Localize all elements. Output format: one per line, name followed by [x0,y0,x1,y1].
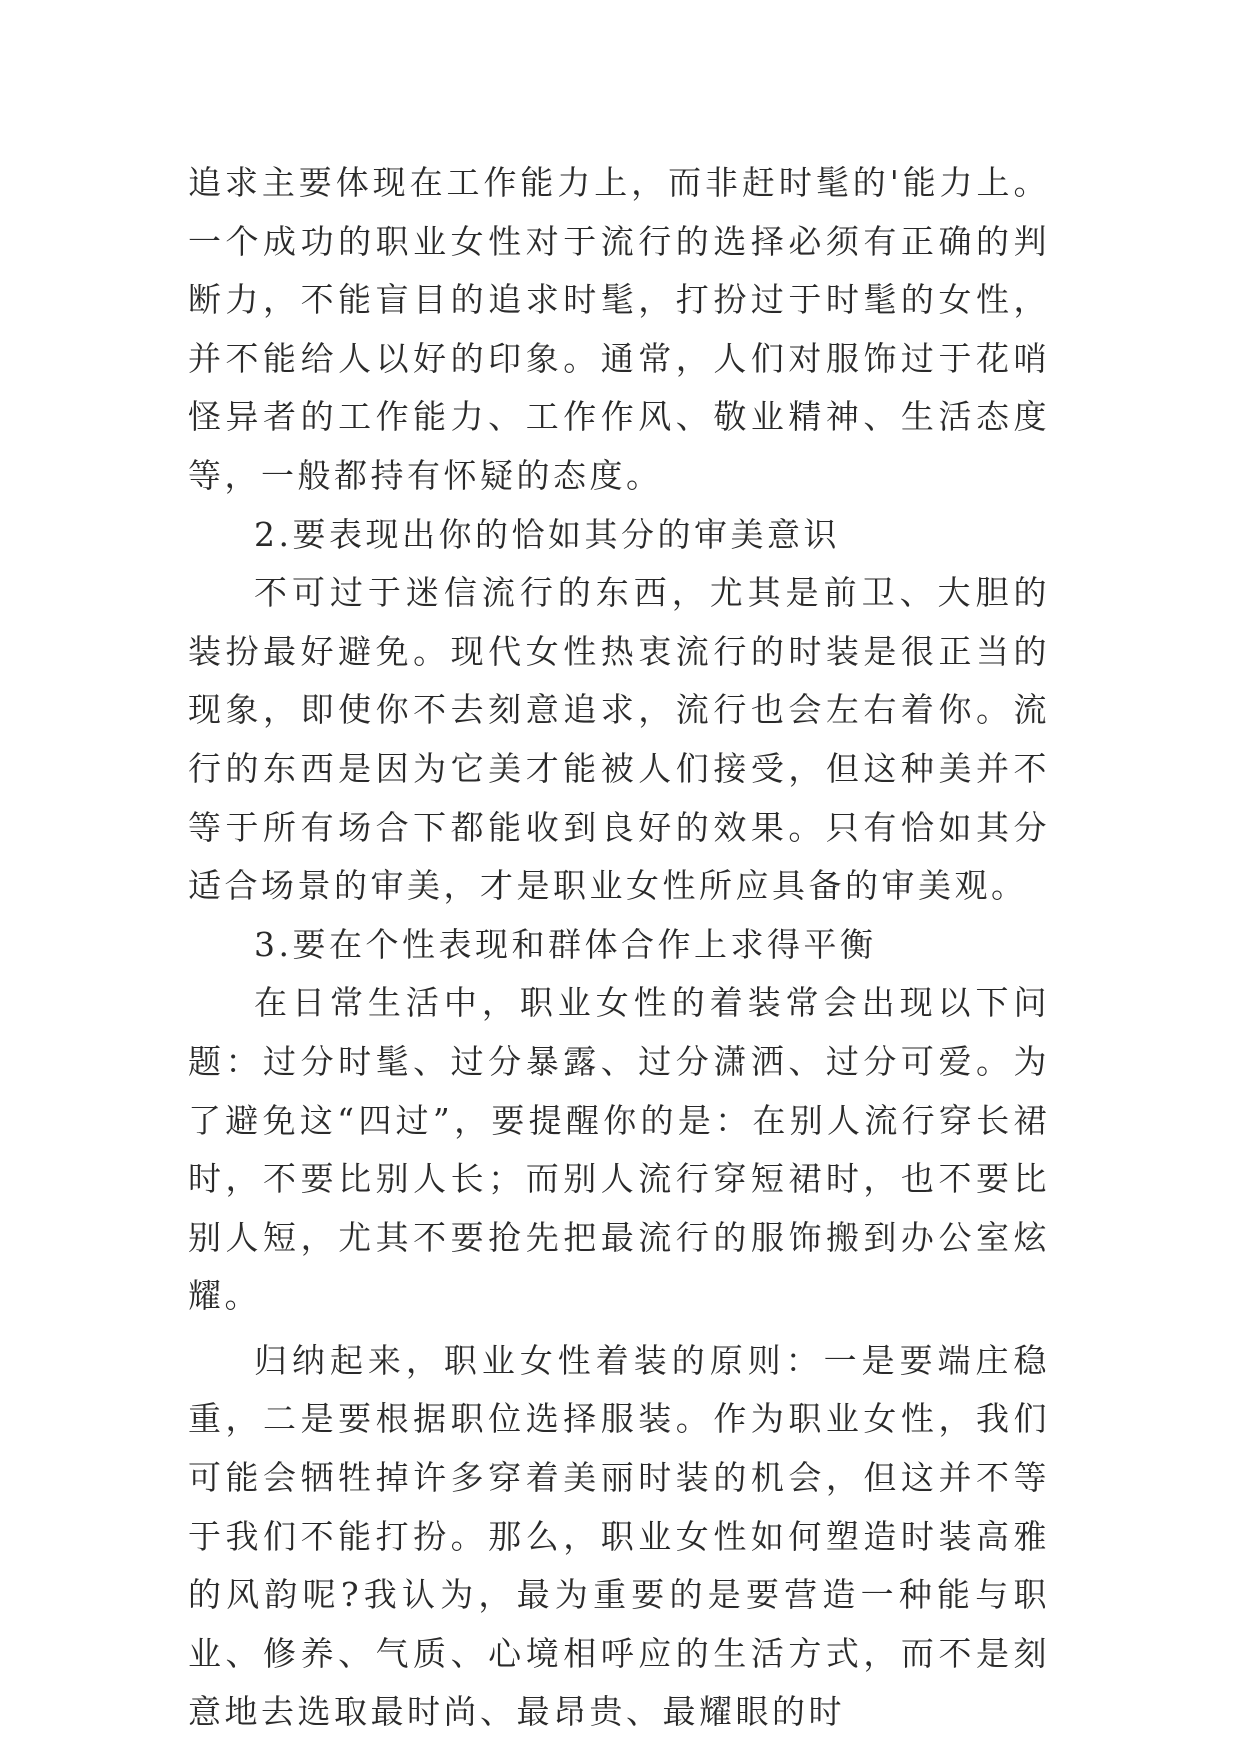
section-heading-3: 3.要在个性表现和群体合作上求得平衡 [254,924,877,964]
document-body [188,154,1050,1742]
paragraph-balance: 在日常生活中，职业女性的着装常会出现以下问题：过分时髦、过分暴露、过分潇洒、过分可爱。为了避免这“四过”，要提醒你的是：在别人流行穿长裙时，不要比别人长；而别人流行穿短裙时，也不要比别人短，尤其不要抢先把最流行的服饰搬到办公室炫耀。 [188,983,1050,1316]
paragraph-continuation: 追求主要体现在工作能力上，而非赶时髦的'能力上。一个成功的职业女性对于流行的选择必须有正确的判断力，不能盲目的追求时髦，打扮过于时髦的女性，并不能给人以好的印象。通常，人们对服饰过于花哨怪异者的工作能力、工作作风、敬业精神、生活态度等，一般都持有怀疑的态度。 [188,163,1050,495]
paragraph-aesthetic: 不可过于迷信流行的东西，尤其是前卫、大胆的装扮最好避免。现代女性热衷流行的时装是很正当的现象，即使你不去刻意追求，流行也会左右着你。流行的东西是因为它美才能被人们接受，但这种美并不等于所有场合下都能收到良好的效果。只有恰如其分适合场景的审美，才是职业女性所应具备的审美观。 [188,573,1050,906]
section-heading-2: 2.要表现出你的恰如其分的审美意识 [254,514,840,554]
paragraph-summary: 归纳起来，职业女性着装的原则：一是要端庄稳重，二是要根据职位选择服装。作为职业女性，我们可能会牺牲掉许多穿着美丽时装的机会，但这并不等于我们不能打扮。那么，职业女性如何塑造时装高雅的风韵呢?我认为，最为重要的是要营造一种能与职业、修养、气质、心境相呼应的生活方式，而不是刻意地去选取最时尚、最昂贵、最耀眼的时 [188,1340,1050,1732]
